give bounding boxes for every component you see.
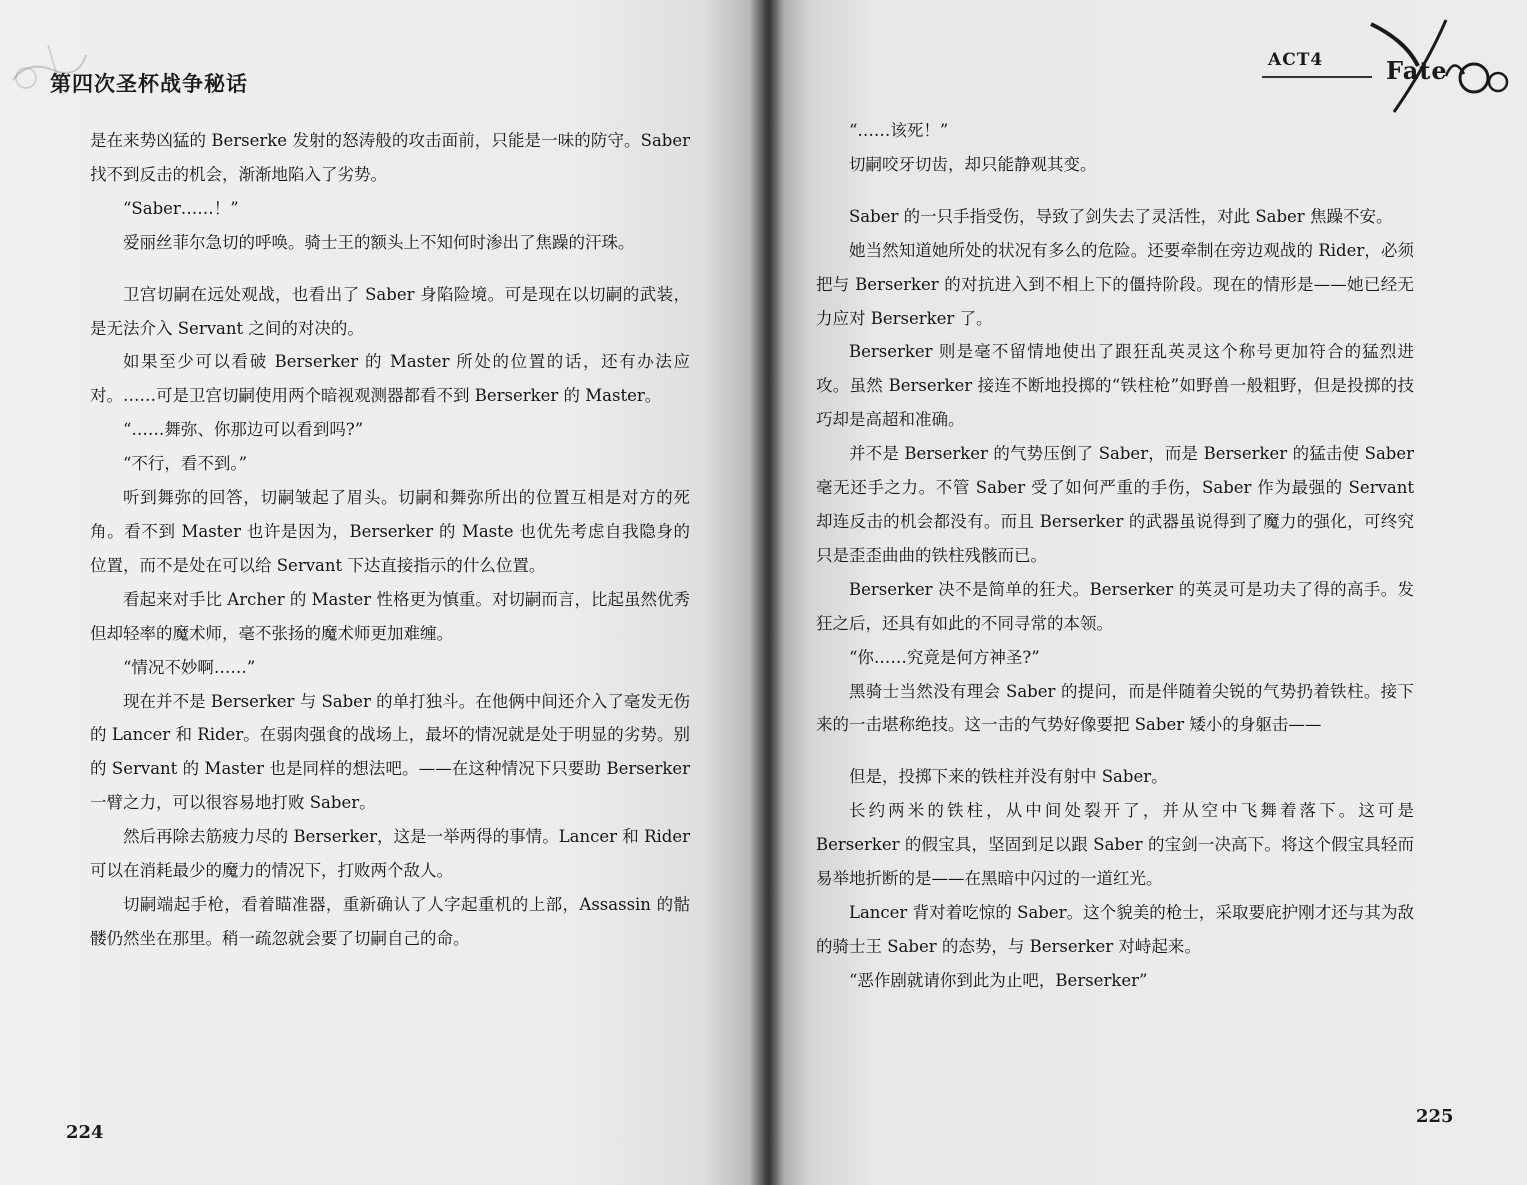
paragraph: Lancer 背对着吃惊的 Saber。这个貌美的枪士，采取要庇护刚才还与其为敌的骑士王 Saber 的态势，与 Berserker 对峙起来。 <box>816 902 1414 956</box>
paragraph: 切嗣咬牙切齿，却只能静观其变。 <box>849 154 1097 174</box>
paragraph: Saber 的一只手指受伤，导致了剑失去了灵活性，对此 Saber 焦躁不安。 <box>849 206 1393 226</box>
fate-logo-text: Fate <box>1386 56 1448 85</box>
paragraph: Berserker 决不是简单的狂犬。Berserker 的英灵可是功夫了得的高手。发狂之后，还具有如此的不同寻常的本领。 <box>816 579 1414 633</box>
paragraph: “恶作剧就请你到此为止吧，Berserker” <box>849 970 1148 990</box>
right-page-body <box>816 114 1414 998</box>
book-gutter <box>750 0 784 1185</box>
page-number: 224 <box>66 1122 104 1143</box>
page-number: 225 <box>1416 1106 1454 1127</box>
running-head: 第四次圣杯战争秘话 <box>50 71 248 96</box>
paragraph: 黑骑士当然没有理会 Saber 的提问，而是伴随着尖锐的气势扔着铁柱。接下来的一击堪称绝技。这一击的气势好像要把 Saber 矮小的身躯击—— <box>816 681 1414 735</box>
fate-zero-logo-icon <box>1346 16 1516 116</box>
paragraph: Berserker 则是毫不留情地使出了跟狂乱英灵这个称号更加符合的猛烈进攻。虽然 Berserker 接连不断地投掷的“铁柱枪”如野兽一般粗野，但是投掷的技巧却是高超和准确。 <box>816 342 1414 430</box>
paragraph: 是在来势凶猛的 Berserke 发射的怒涛般的攻击面前，只能是一味的防守。Saber 找不到反击的机会，渐渐地陷入了劣势。 <box>90 131 690 184</box>
paragraph: “……该死！” <box>849 121 949 140</box>
paragraph: 她当然知道她所处的状况有多么的危险。还要牵制在旁边观战的 Rider，必须把与 Berserker 的对抗进入到不相上下的僵持阶段。现在的情形是——她已经无力应对 Berserker 了。 <box>816 240 1414 328</box>
paragraph: 卫宫切嗣在远处观战，也看出了 Saber 身陷险境。可是现在以切嗣的武装，是无法介入 Servant 之间的对决的。 <box>90 284 690 338</box>
paragraph: 并不是 Berserker 的气势压倒了 Saber，而是 Berserker 的猛击使 Saber 毫无还手之力。不管 Saber 受了如何严重的手伤，Saber 作为最强的 Servant 却连反击的机会都没有。而且 Berserker 的武器虽说得到了魔力的强化，可终究只是歪歪曲曲的铁柱残骸而已。 <box>816 444 1414 565</box>
right-page <box>764 0 1527 1185</box>
paragraph: “情况不妙啊……” <box>123 657 256 677</box>
paragraph: 听到舞弥的回答，切嗣皱起了眉头。切嗣和舞弥所出的位置互相是对方的死角。看不到 Master 也许是因为，Berserker 的 Maste 也优先考虑自我隐身的位置，而不是处在可以给 Servant 下达直接指示的什么位置。 <box>90 488 690 575</box>
paragraph: 看起来对手比 Archer 的 Master 性格更为慎重。对切嗣而言，比起虽然优秀但却轻率的魔术师，毫不张扬的魔术师更加难缠。 <box>90 589 690 643</box>
paragraph: 现在并不是 Berserker 与 Saber 的单打独斗。在他俩中间还介入了毫发无伤的 Lancer 和 Rider。在弱肉强食的战场上，最坏的情况就是处于明显的劣势。别的 Servant 的 Master 也是同样的想法吧。——在这种情况下只要助 Berserker 一臂之力，可以很容易地打败 Saber。 <box>90 691 690 813</box>
paragraph: “不行，看不到。” <box>123 454 248 474</box>
paragraph: 如果至少可以看破 Berserker 的 Master 所处的位置的话，还有办法应对。……可是卫宫切嗣使用两个暗视观测器都看不到 Berserker 的 Master。 <box>90 352 690 406</box>
paragraph: 切嗣端起手枪，看着瞄准器，重新确认了人字起重机的上部，Assassin 的骷髅仍然坐在那里。稍一疏忽就会要了切嗣自己的命。 <box>90 894 690 948</box>
paragraph: “……舞弥、你那边可以看到吗?” <box>123 420 364 440</box>
paragraph: 然后再除去筋疲力尽的 Berserker，这是一举两得的事情。Lancer 和 Rider 可以在消耗最少的魔力的情况下，打败两个敌人。 <box>90 827 690 881</box>
paragraph: “你……究竟是何方神圣?” <box>849 647 1040 667</box>
paragraph: 但是，投掷下来的铁柱并没有射中 Saber。 <box>849 767 1168 787</box>
paragraph: 爱丽丝菲尔急切的呼唤。骑士王的额头上不知何时渗出了焦躁的汗珠。 <box>123 232 635 252</box>
paragraph: “Saber……！” <box>123 198 239 218</box>
left-page-body <box>90 124 690 956</box>
paragraph: 长约两米的铁柱，从中间处裂开了，并从空中飞舞着落下。这可是 Berserker 的假宝具，坚固到足以跟 Saber 的宝剑一决高下。将这个假宝具轻而易举地折断的是——在黑暗中闪过的一道红光。 <box>816 801 1414 889</box>
running-head-act: ACT4 <box>1268 50 1324 70</box>
